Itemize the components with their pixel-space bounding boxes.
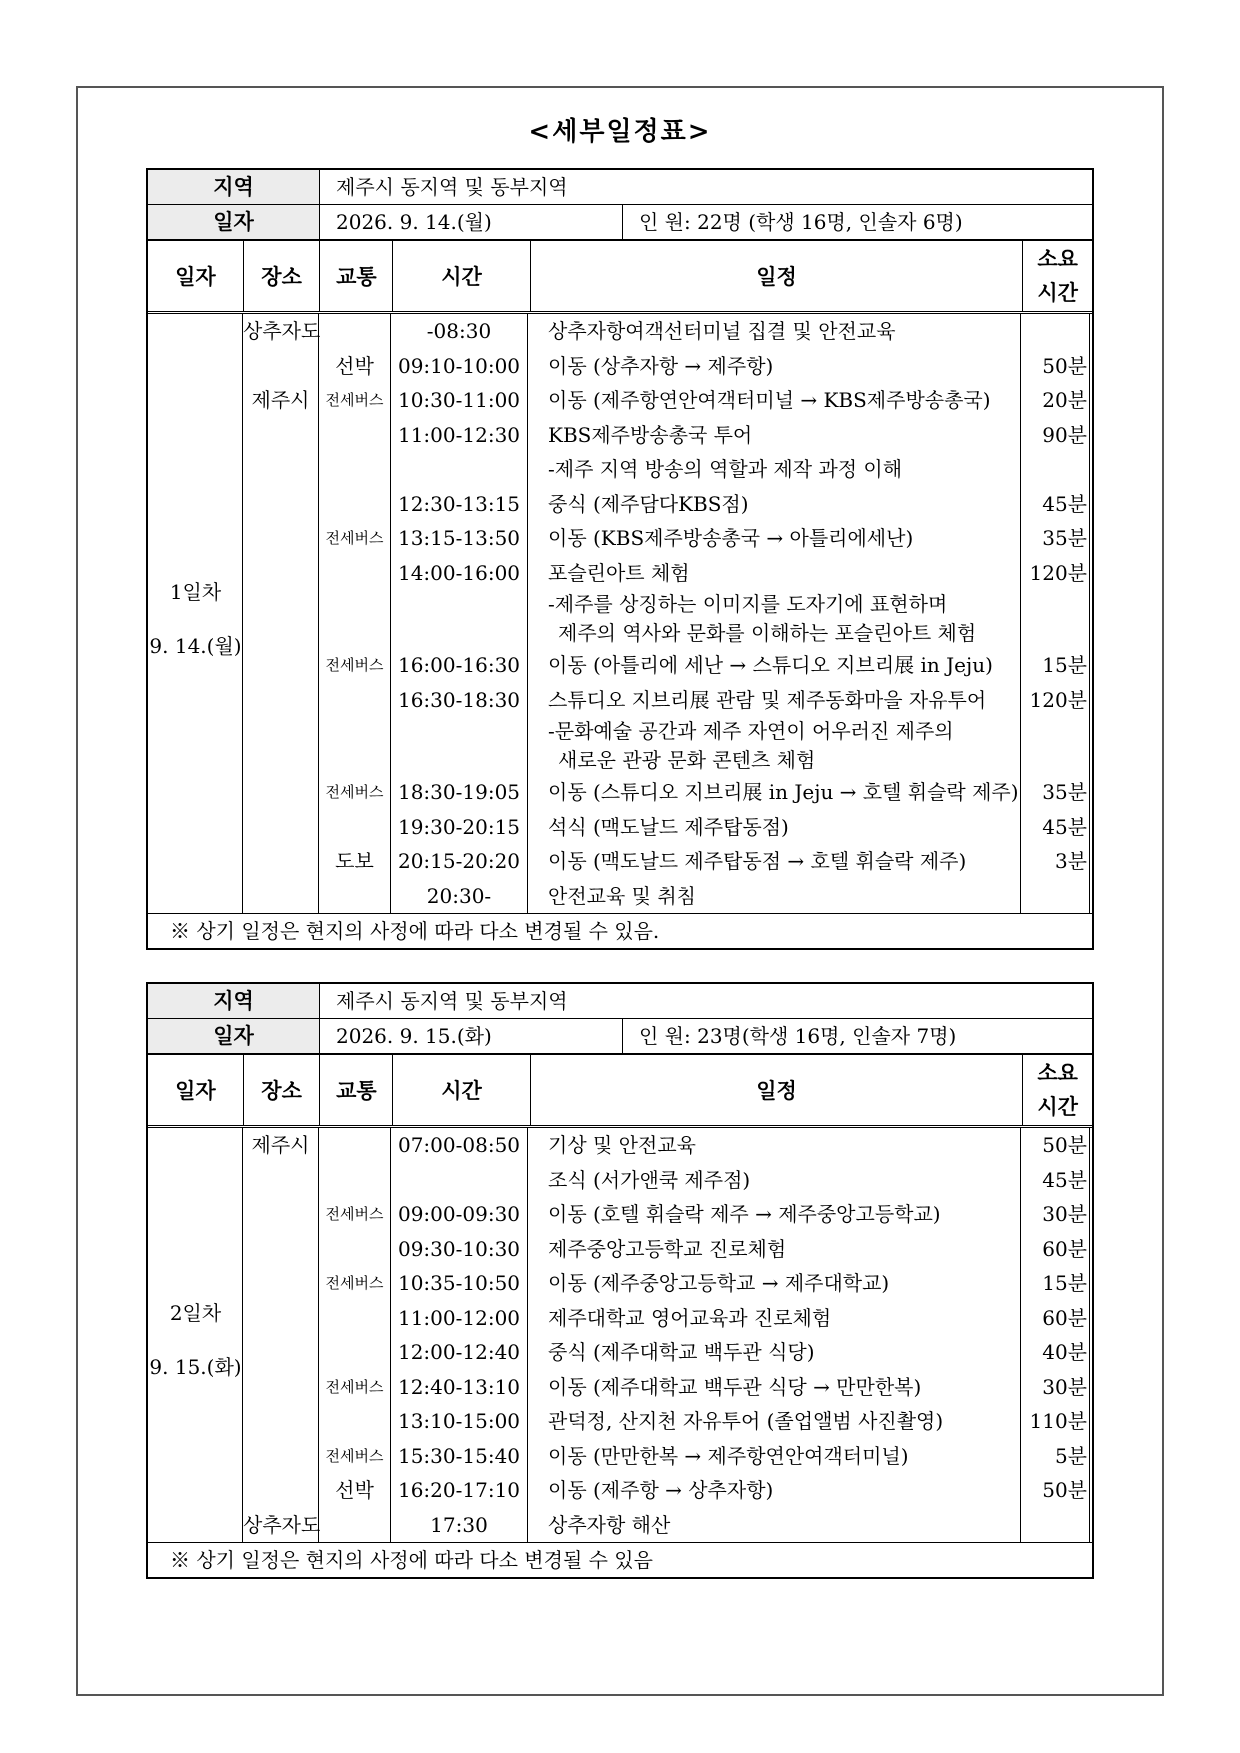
cell-sched: KBS제주방송총국 투어 [548, 422, 753, 447]
cell-sched: 이동 (만만한복 → 제주항연안여객터미널) [548, 1443, 909, 1468]
cell-time: 10:35-10:50 [397, 1271, 521, 1295]
people-value: 인 원: 22명 (학생 16명, 인솔자 6명) [639, 210, 963, 234]
cell-time: 07:00-08:50 [397, 1133, 521, 1157]
cell-dur: 15분 [1042, 1271, 1087, 1295]
date-label: 일자 [148, 1019, 320, 1053]
cell-trans: 전세버스 [325, 1205, 384, 1223]
cell-time: 09:30-10:30 [397, 1236, 521, 1261]
cell-trans [319, 1508, 390, 1543]
region-value: 제주시 동지역 및 동부지역 [336, 175, 568, 199]
cell-trans: 선박 [335, 353, 374, 378]
cell-place: 상추자도 [243, 319, 321, 343]
col-schedule: 일정 [531, 241, 1023, 311]
cell-place [243, 1301, 318, 1336]
schedule-table-day2 [146, 982, 1094, 1579]
cell-time: 20:15-20:20 [397, 849, 521, 873]
cell-trans: 전세버스 [325, 391, 384, 409]
cell-trans: 전세버스 [325, 1377, 384, 1396]
col-place: 장소 [244, 241, 321, 311]
schedule-detail-cont: 제주의 역사와 문화를 이해하는 포슬린아트 체험 [558, 621, 977, 645]
page-title: <세부일정표> [528, 117, 712, 147]
cell-sched: 이동 (제주대학교 백두관 식당 → 만만한복) [548, 1374, 922, 1399]
day-date: 9. 15.(화) [149, 1355, 242, 1379]
cell-time: 10:30-11:00 [397, 388, 521, 412]
col-schedule [528, 1128, 1021, 1542]
cell-trans [319, 810, 390, 845]
cell-place [243, 1232, 318, 1267]
cell-sched: 중식 (제주담다KBS점) [548, 491, 749, 516]
cell-time: 17:30 [430, 1512, 488, 1537]
cell-sched: 이동 (상추자항 → 제주항) [548, 353, 774, 378]
cell-time: 11:00-12:30 [397, 422, 521, 447]
cell-dur: 15분 [1042, 653, 1087, 677]
cell-sched: 상추자항여객선터미널 집결 및 안전교육 [548, 319, 896, 343]
cell-place [243, 1335, 318, 1370]
cell-trans [319, 418, 390, 453]
cell-trans [319, 1128, 390, 1163]
cell-place: 상추자도 [243, 1512, 321, 1537]
cell-trans [319, 556, 390, 591]
schedule-detail-cont: 새로운 관광 문화 콘텐츠 체험 [558, 748, 816, 772]
cell-time: 16:00-16:30 [397, 653, 521, 677]
note: ※ 상기 일정은 현지의 사정에 따라 다소 변경될 수 있음. [148, 913, 1092, 948]
cell-time: 20:30- [426, 883, 492, 908]
column-header [148, 1054, 1092, 1128]
cell-dur: 40분 [1042, 1340, 1087, 1364]
cell-dur: 110분 [1029, 1409, 1087, 1433]
cell-place [243, 1404, 318, 1439]
cell-place [243, 418, 318, 453]
cell-place: 제주시 [251, 388, 310, 412]
cell-place [243, 452, 318, 487]
col-place: 장소 [244, 1055, 321, 1125]
cell-place [243, 1266, 318, 1301]
cell-dur [1021, 314, 1089, 349]
col-date: 일자 [148, 1055, 244, 1125]
cell-place [243, 879, 318, 914]
cell-time: 12:30-13:15 [397, 491, 521, 516]
cell-sched: 이동 (제주항연안여객터미널 → KBS제주방송총국) [548, 388, 991, 412]
date-value: 2026. 9. 14.(월) [320, 205, 623, 239]
cell-sched: 제주중앙고등학교 진로체험 [548, 1236, 787, 1261]
cell-dur: 120분 [1029, 560, 1087, 585]
cell-place [243, 717, 318, 775]
cell-time: 12:00-12:40 [397, 1340, 521, 1364]
cell-trans: 도보 [335, 849, 374, 873]
cell-time: 09:10-10:00 [397, 353, 521, 378]
cell-sched: 상추자항 해산 [548, 1512, 671, 1537]
cell-sched: 이동 (KBS제주방송총국 → 아틀리에세난) [548, 526, 914, 550]
col-time [391, 314, 528, 913]
cell-sched: 이동 (맥도날드 제주탑동점 → 호텔 휘슬락 제주) [548, 849, 967, 873]
cell-time [391, 590, 527, 648]
cell-trans [319, 452, 390, 487]
region-value: 제주시 동지역 및 동부지역 [336, 989, 568, 1013]
cell-sched: 이동 (아틀리에 세난 → 스튜디오 지브리展 in Jeju) [548, 653, 993, 677]
col-schedule [528, 314, 1021, 913]
cell-dur: 50분 [1042, 1133, 1087, 1157]
cell-dur: 3분 [1054, 849, 1087, 873]
cell-dur: 45분 [1042, 814, 1087, 839]
cell-trans: 전세버스 [325, 1274, 384, 1292]
col-duration [1021, 1128, 1090, 1542]
cell-time: 13:10-15:00 [397, 1409, 521, 1433]
cell-time [391, 452, 527, 487]
day-label: 2일차 [169, 1301, 222, 1325]
cell-dur: 60분 [1042, 1236, 1087, 1261]
cell-dur: 90분 [1042, 422, 1087, 447]
cell-trans: 전세버스 [325, 783, 384, 801]
col-transport: 교통 [320, 241, 393, 311]
schedule-table-day1 [146, 168, 1094, 950]
cell-place [243, 844, 318, 879]
people-value: 인 원: 23명(학생 16명, 인솔자 7명) [639, 1024, 957, 1048]
cell-place: 제주시 [251, 1133, 310, 1157]
cell-trans: 선박 [335, 1478, 374, 1502]
cell-sched: 포슬린아트 체험 [548, 560, 690, 585]
schedule-detail: -제주를 상징하는 이미지를 도자기에 표현하며 [548, 592, 948, 616]
cell-dur: 30분 [1042, 1202, 1087, 1226]
cell-sched: 이동 (호텔 휘슬락 제주 → 제주중앙고등학교) [548, 1202, 941, 1226]
cell-time: 09:00-09:30 [397, 1202, 521, 1226]
col-transport [319, 1128, 391, 1542]
cell-place [243, 349, 318, 384]
cell-dur: 45분 [1042, 491, 1087, 516]
cell-place [243, 556, 318, 591]
date-label: 일자 [148, 205, 320, 239]
cell-trans [319, 1335, 390, 1370]
cell-sched: 스튜디오 지브리展 관람 및 제주동화마을 자유투어 [548, 687, 987, 712]
cell-dur: 35분 [1042, 780, 1087, 804]
table-body [148, 314, 1092, 913]
cell-dur: 50분 [1042, 1478, 1087, 1502]
col-time: 시간 [393, 241, 531, 311]
col-duration: 소요 시간 [1037, 246, 1078, 305]
cell-place [243, 810, 318, 845]
cell-dur: 35분 [1042, 526, 1087, 550]
col-duration: 소요 시간 [1037, 1060, 1078, 1119]
cell-sched: 제주대학교 영어교육과 진로체험 [548, 1305, 832, 1330]
col-time [391, 1128, 528, 1542]
column-header [148, 240, 1092, 314]
note: ※ 상기 일정은 현지의 사정에 따라 다소 변경될 수 있음 [148, 1542, 1092, 1577]
cell-place [243, 487, 318, 522]
cell-time: 19:30-20:15 [397, 814, 521, 839]
cell-sched: 관덕정, 산지천 자유투어 (졸업앨범 사진촬영) [548, 1409, 944, 1433]
date-value: 2026. 9. 15.(화) [320, 1019, 623, 1053]
cell-dur [1021, 1508, 1089, 1543]
cell-time: 18:30-19:05 [397, 780, 521, 804]
cell-place [243, 1370, 318, 1405]
cell-trans [319, 1301, 390, 1336]
cell-trans: 전세버스 [325, 656, 384, 674]
cell-trans [319, 314, 390, 349]
cell-place [243, 1163, 318, 1198]
col-place [243, 314, 319, 913]
cell-dur [1021, 879, 1089, 914]
cell-dur: 20분 [1042, 388, 1087, 412]
cell-trans: 전세버스 [325, 1446, 384, 1465]
cell-time: 12:40-13:10 [397, 1374, 521, 1399]
cell-place [243, 1439, 318, 1474]
schedule-detail: -문화예술 공간과 제주 자연이 어우러진 제주의 [548, 719, 954, 743]
cell-time: 13:15-13:50 [397, 526, 521, 550]
cell-trans [319, 683, 390, 718]
cell-place [243, 683, 318, 718]
col-transport [319, 314, 391, 913]
cell-sched: 중식 (제주대학교 백두관 식당) [548, 1340, 815, 1364]
cell-time: 14:00-16:00 [397, 560, 521, 585]
cell-place [243, 1197, 318, 1232]
cell-place [243, 590, 318, 648]
cell-dur: 50분 [1042, 353, 1087, 378]
cell-dur: 30분 [1042, 1374, 1087, 1399]
col-time: 시간 [393, 1055, 531, 1125]
col-date: 일자 [148, 241, 244, 311]
cell-time: 16:30-18:30 [397, 687, 521, 712]
cell-dur: 60분 [1042, 1305, 1087, 1330]
cell-trans [319, 1163, 390, 1198]
col-schedule: 일정 [531, 1055, 1023, 1125]
cell-trans [319, 1232, 390, 1267]
cell-sched: 이동 (제주항 → 상추자항) [548, 1478, 774, 1502]
cell-trans [319, 590, 390, 648]
cell-time [391, 717, 527, 775]
cell-trans [319, 717, 390, 775]
cell-dur [1021, 590, 1089, 648]
region-label: 지역 [148, 984, 320, 1018]
cell-place [243, 1473, 318, 1508]
cell-time: -08:30 [426, 319, 492, 343]
cell-time: 15:30-15:40 [397, 1443, 521, 1468]
cell-dur: 120분 [1029, 687, 1087, 712]
cell-sched: 이동 (제주중앙고등학교 → 제주대학교) [548, 1271, 890, 1295]
cell-trans: 전세버스 [325, 529, 384, 547]
cell-place [243, 648, 318, 683]
cell-time [391, 1163, 527, 1198]
cell-time: 16:20-17:10 [397, 1478, 521, 1502]
cell-trans [319, 487, 390, 522]
day-label: 1일차 [169, 579, 222, 604]
cell-sched: 기상 및 안전교육 [548, 1133, 696, 1157]
cell-sched: -제주 지역 방송의 역할과 제작 과정 이해 [548, 457, 903, 481]
col-transport: 교통 [320, 1055, 393, 1125]
cell-sched: 석식 (맥도날드 제주탑동점) [548, 814, 789, 839]
cell-trans [319, 879, 390, 914]
table-body [148, 1128, 1092, 1542]
col-place [243, 1128, 319, 1542]
cell-dur [1021, 717, 1089, 775]
day-date: 9. 14.(월) [149, 633, 242, 658]
cell-time: 11:00-12:00 [397, 1305, 521, 1330]
cell-dur [1021, 452, 1089, 487]
cell-sched: 이동 (스튜디오 지브리展 in Jeju → 호텔 휘슬락 제주) [548, 780, 1019, 804]
cell-sched: 조식 (서가앤쿡 제주점) [548, 1167, 751, 1192]
col-day [148, 314, 243, 913]
col-day [148, 1128, 243, 1542]
cell-place [243, 521, 318, 556]
cell-dur: 45분 [1042, 1167, 1087, 1192]
cell-trans [319, 1404, 390, 1439]
region-label: 지역 [148, 170, 320, 204]
cell-dur: 5분 [1054, 1443, 1087, 1468]
col-duration [1021, 314, 1090, 913]
cell-sched: 안전교육 및 취침 [548, 883, 696, 908]
cell-place [243, 775, 318, 810]
